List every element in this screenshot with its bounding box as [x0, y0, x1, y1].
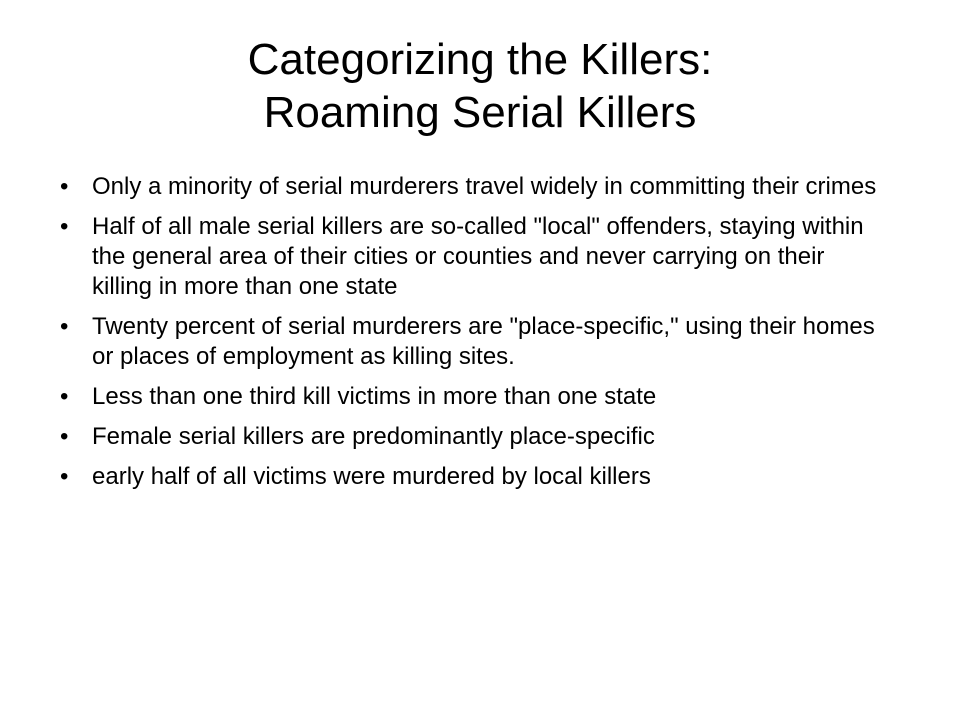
bullet-dot-icon: • [60, 383, 69, 410]
bullet-dot-icon: • [60, 173, 69, 200]
bullet-dot-icon: • [60, 463, 69, 490]
bullet-item [60, 172, 880, 202]
bullet-item [60, 422, 880, 452]
bullet-text: Less than one third kill victims in more than one state [92, 383, 657, 410]
bullet-text: Twenty percent of serial murderers are "place-specific," using their homes or places of employment as killing sites. [92, 313, 875, 370]
bullet-dot-icon: • [60, 213, 69, 240]
slide-title-line-2: Roaming Serial Killers [263, 88, 697, 137]
bullet-item [60, 462, 880, 492]
bullet-text: Female serial killers are predominantly place-specific [92, 423, 655, 450]
bullet-list [60, 172, 880, 502]
slide-title [0, 33, 960, 139]
bullet-item [60, 382, 880, 412]
bullet-dot-icon: • [60, 423, 69, 450]
bullet-item [60, 312, 880, 372]
slide-title-line-1: Categorizing the Killers: [247, 35, 713, 84]
bullet-dot-icon: • [60, 313, 69, 340]
bullet-text: Half of all male serial killers are so-called "local" offenders, staying within the general area of their cities or counties and never carrying on their killing in more than one state [92, 213, 864, 300]
bullet-text: early half of all victims were murdered by local killers [92, 463, 651, 490]
bullet-item [60, 212, 880, 302]
bullet-text: Only a minority of serial murderers travel widely in committing their crimes [92, 173, 877, 200]
